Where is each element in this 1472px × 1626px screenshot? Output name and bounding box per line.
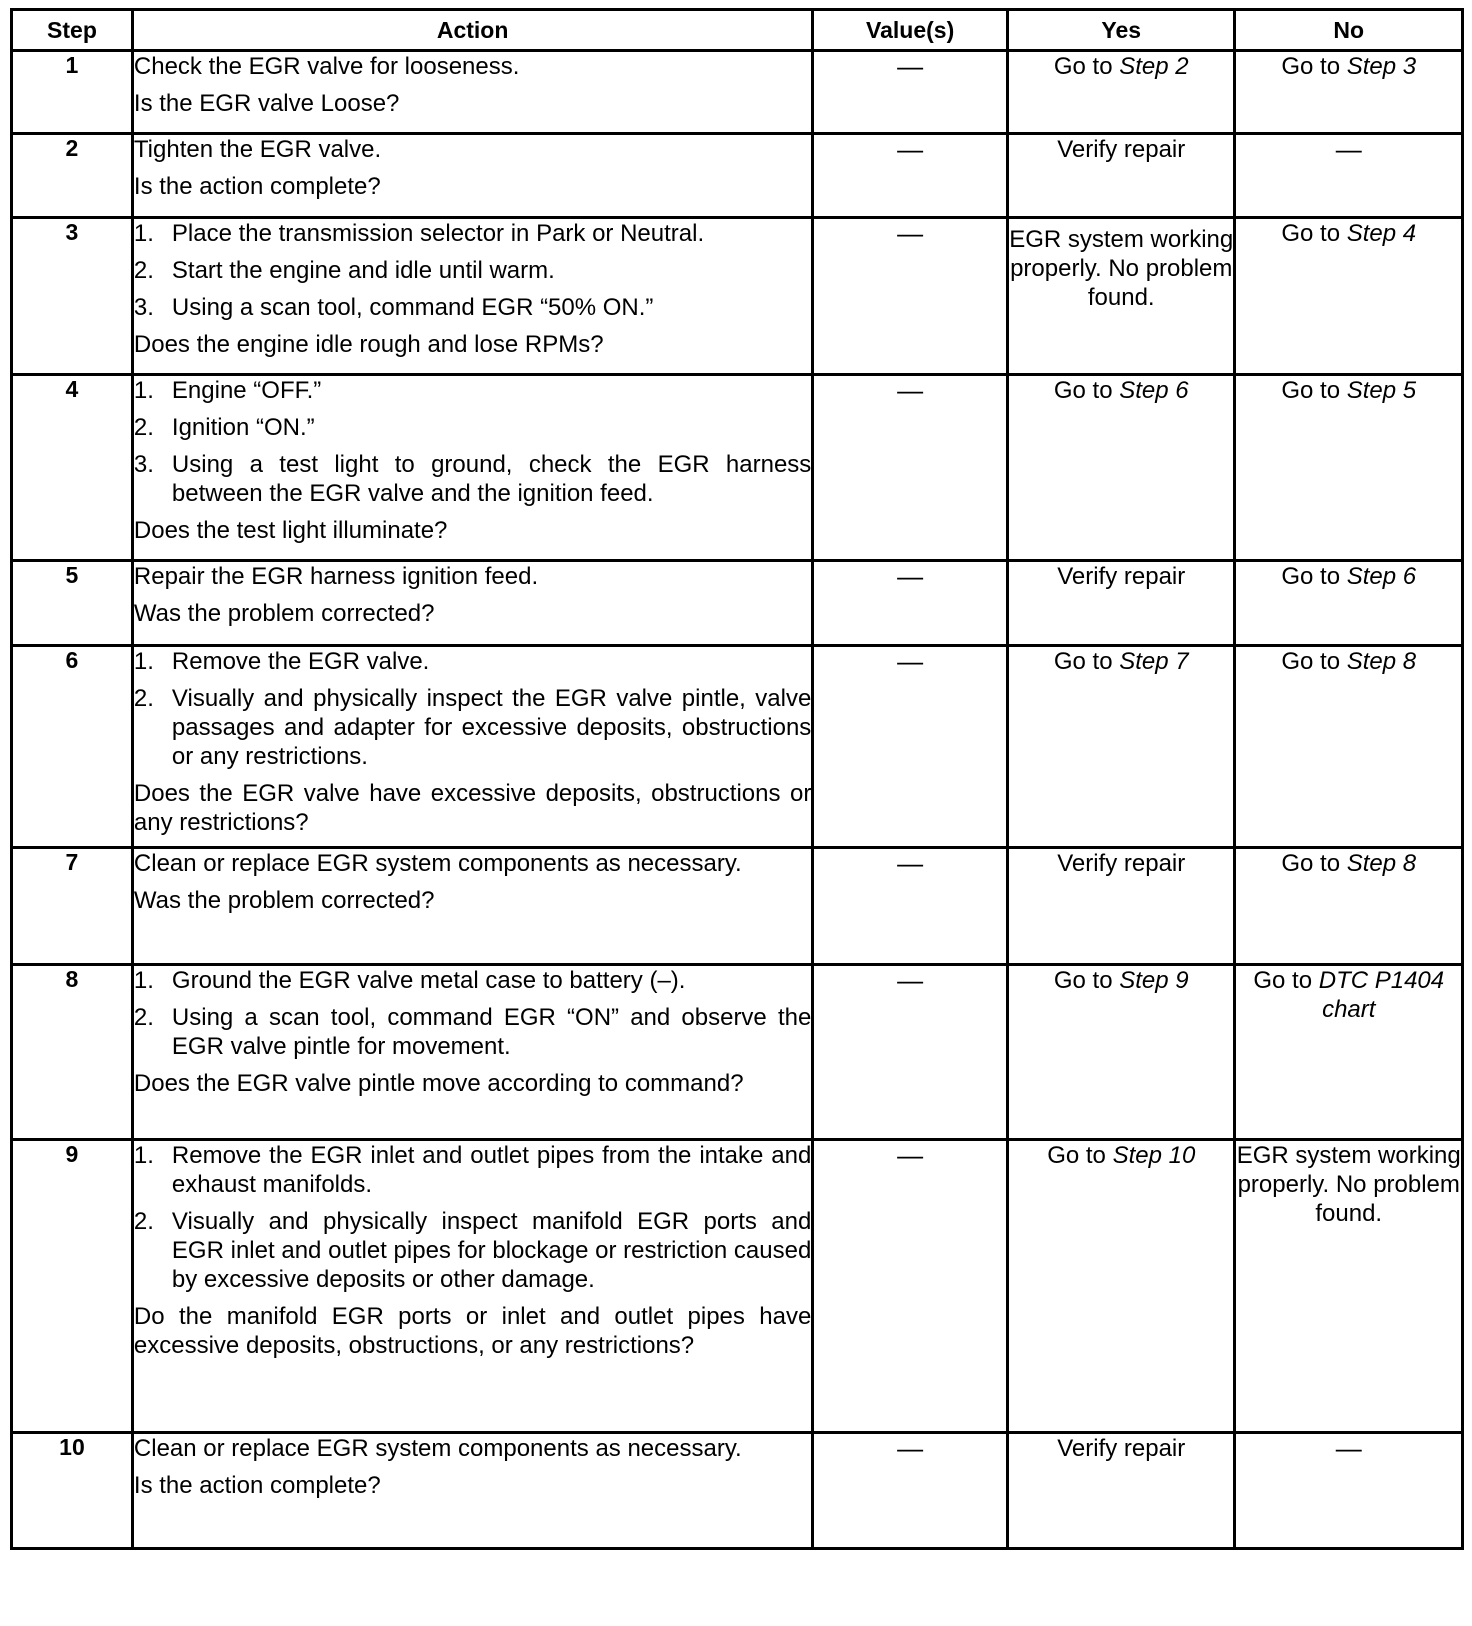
yes-cell <box>1008 1433 1235 1549</box>
step-number: 5 <box>12 561 133 646</box>
list-item-number: 1. <box>133 377 154 404</box>
action-text: Tighten the EGR valve. <box>133 136 382 163</box>
no-result-text: — <box>1335 134 1362 164</box>
action-list-item <box>134 1207 811 1294</box>
value-cell <box>813 646 1008 848</box>
no-step-reference: Step 3 <box>1346 53 1417 80</box>
value-cell <box>813 561 1008 646</box>
action-question: Is the action complete? <box>133 1472 381 1499</box>
value-text: — <box>897 1140 924 1170</box>
value-cell <box>813 848 1008 965</box>
header-action: Action <box>132 10 812 51</box>
yes-prefix: Go to <box>1047 1142 1113 1169</box>
action-question: Is the EGR valve Loose? <box>133 90 400 117</box>
no-prefix: Go to <box>1253 967 1319 994</box>
no-step-reference: Step 8 <box>1346 850 1417 877</box>
step-number: 8 <box>12 965 133 1140</box>
step-number: 3 <box>12 218 133 375</box>
action-list-item <box>134 293 811 322</box>
list-item-number: 1. <box>133 648 154 675</box>
list-item-number: 2. <box>133 257 154 284</box>
action-question: Does the EGR valve have excessive deposits, obstructions or any restrictions? <box>133 780 812 836</box>
no-step-reference: Step 4 <box>1346 220 1417 247</box>
header-row <box>12 10 1463 51</box>
table-row <box>12 1140 1463 1433</box>
action-list-item <box>134 450 811 508</box>
no-cell <box>1235 375 1463 561</box>
yes-cell <box>1008 134 1235 218</box>
value-text: — <box>897 1433 924 1463</box>
table-row <box>12 51 1463 134</box>
action-text: Check the EGR valve for looseness. <box>133 53 520 80</box>
yes-step-reference: Step 7 <box>1119 648 1189 675</box>
value-cell <box>813 1140 1008 1433</box>
list-item-text: Remove the EGR valve. <box>171 648 430 675</box>
table-row <box>12 646 1463 848</box>
table-row <box>12 375 1463 561</box>
no-cell <box>1235 848 1463 965</box>
step-number: 1 <box>12 51 133 134</box>
list-item-text: Ignition “ON.” <box>171 414 315 441</box>
action-cell <box>132 646 812 848</box>
diagnostic-table-page <box>10 8 1464 1618</box>
action-list-item <box>134 219 811 248</box>
action-list-item <box>134 1141 811 1199</box>
action-cell <box>132 375 812 561</box>
action-question: Was the problem corrected? <box>133 600 435 627</box>
no-step-reference: Step 8 <box>1346 648 1417 675</box>
value-cell <box>813 218 1008 375</box>
list-item-number: 2. <box>133 685 154 712</box>
diagnostic-table <box>10 8 1464 1550</box>
no-step-reference: Step 6 <box>1346 563 1417 590</box>
yes-cell <box>1008 965 1235 1140</box>
yes-result-text: Verify repair <box>1057 850 1186 877</box>
table-row <box>12 965 1463 1140</box>
step-number: 4 <box>12 375 133 561</box>
header-values: Value(s) <box>813 10 1008 51</box>
no-cell <box>1235 134 1463 218</box>
yes-prefix: Go to <box>1053 967 1120 994</box>
action-cell <box>132 218 812 375</box>
action-question: Does the test light illuminate? <box>133 517 448 544</box>
table-row <box>12 218 1463 375</box>
no-cell <box>1235 51 1463 134</box>
list-item-text: Remove the EGR inlet and outlet pipes from the intake and exhaust manifolds. <box>171 1142 812 1198</box>
no-prefix: Go to <box>1281 648 1347 675</box>
value-cell <box>813 134 1008 218</box>
value-text: — <box>897 51 924 81</box>
yes-cell <box>1008 375 1235 561</box>
value-cell <box>813 965 1008 1140</box>
action-question: Does the engine idle rough and lose RPMs? <box>133 331 604 358</box>
no-prefix: Go to <box>1281 220 1347 247</box>
value-text: — <box>897 965 924 995</box>
table-row <box>12 134 1463 218</box>
list-item-number: 2. <box>133 1004 154 1031</box>
list-item-number: 1. <box>133 220 154 247</box>
list-item-text: Start the engine and idle until warm. <box>171 257 555 284</box>
value-text: — <box>897 134 924 164</box>
action-cell <box>132 965 812 1140</box>
table-row <box>12 848 1463 965</box>
list-item-number: 2. <box>133 1208 154 1235</box>
action-text: Clean or replace EGR system components as necessary. <box>133 850 742 877</box>
list-item-number: 2. <box>133 414 154 441</box>
list-item-text: Engine “OFF.” <box>171 377 322 404</box>
no-cell <box>1235 965 1463 1140</box>
action-list-item <box>134 647 811 676</box>
list-item-number: 3. <box>133 451 154 478</box>
list-item-number: 3. <box>133 294 154 321</box>
header-yes: Yes <box>1008 10 1235 51</box>
list-item-text: Place the transmission selector in Park or Neutral. <box>171 220 705 247</box>
action-question: Do the manifold EGR ports or inlet and outlet pipes have excessive deposits, obstructions, or any restrictions? <box>133 1303 812 1359</box>
yes-cell <box>1008 848 1235 965</box>
yes-prefix: Go to <box>1053 377 1120 404</box>
table-body <box>12 51 1463 1549</box>
step-number: 7 <box>12 848 133 965</box>
value-text: — <box>897 375 924 405</box>
action-question: Does the EGR valve pintle move according to command? <box>133 1070 744 1097</box>
no-cell <box>1235 561 1463 646</box>
yes-cell <box>1008 218 1235 375</box>
action-cell <box>132 134 812 218</box>
no-prefix: Go to <box>1281 850 1347 877</box>
value-text: — <box>897 848 924 878</box>
yes-result-text: Verify repair <box>1057 563 1186 590</box>
yes-result-text: Verify repair <box>1057 1435 1186 1462</box>
value-text: — <box>897 218 924 248</box>
action-list-item <box>134 1003 811 1061</box>
yes-result-text: EGR system working properly. No problem found. <box>1009 226 1234 311</box>
no-step-reference: DTC P1404 chart <box>1318 967 1445 1023</box>
no-prefix: Go to <box>1281 377 1347 404</box>
step-number: 10 <box>12 1433 133 1549</box>
action-cell <box>132 561 812 646</box>
table-row <box>12 561 1463 646</box>
value-cell <box>813 375 1008 561</box>
action-text: Clean or replace EGR system components as necessary. <box>133 1435 742 1462</box>
no-result-text: EGR system working properly. No problem found. <box>1236 1142 1461 1227</box>
no-cell <box>1235 1433 1463 1549</box>
no-prefix: Go to <box>1281 563 1347 590</box>
action-list-item <box>134 256 811 285</box>
value-text: — <box>897 646 924 676</box>
no-prefix: Go to <box>1281 53 1347 80</box>
no-result-text: — <box>1335 1433 1362 1463</box>
yes-cell <box>1008 51 1235 134</box>
yes-cell <box>1008 1140 1235 1433</box>
header-no: No <box>1235 10 1463 51</box>
yes-prefix: Go to <box>1053 53 1120 80</box>
no-step-reference: Step 5 <box>1346 377 1417 404</box>
step-number: 6 <box>12 646 133 848</box>
list-item-text: Using a test light to ground, check the EGR harness between the EGR valve and the ignition feed. <box>171 451 812 507</box>
no-cell <box>1235 646 1463 848</box>
action-question: Is the action complete? <box>133 173 381 200</box>
value-cell <box>813 51 1008 134</box>
action-list-item <box>134 413 811 442</box>
yes-cell <box>1008 561 1235 646</box>
yes-step-reference: Step 10 <box>1112 1142 1196 1169</box>
yes-step-reference: Step 2 <box>1119 53 1189 80</box>
list-item-text: Ground the EGR valve metal case to battery (–). <box>171 967 686 994</box>
no-cell <box>1235 1140 1463 1433</box>
yes-step-reference: Step 9 <box>1119 967 1189 994</box>
yes-prefix: Go to <box>1053 648 1120 675</box>
list-item-text: Visually and physically inspect the EGR valve pintle, valve passages and adapter for excessive deposits, obstructions or any restrictions. <box>171 685 812 770</box>
action-cell <box>132 848 812 965</box>
list-item-number: 1. <box>133 1142 154 1169</box>
yes-result-text: Verify repair <box>1057 136 1186 163</box>
step-number: 9 <box>12 1140 133 1433</box>
action-list-item <box>134 684 811 771</box>
list-item-text: Using a scan tool, command EGR “50% ON.” <box>171 294 654 321</box>
step-number: 2 <box>12 134 133 218</box>
header-step: Step <box>12 10 133 51</box>
list-item-text: Visually and physically inspect manifold EGR ports and EGR inlet and outlet pipes for blockage or restriction caused by excessive deposits or other damage. <box>171 1208 812 1293</box>
yes-cell <box>1008 646 1235 848</box>
table-row <box>12 1433 1463 1549</box>
action-list-item <box>134 966 811 995</box>
action-cell <box>132 1140 812 1433</box>
action-cell <box>132 1433 812 1549</box>
yes-step-reference: Step 6 <box>1119 377 1189 404</box>
action-list-item <box>134 376 811 405</box>
value-cell <box>813 1433 1008 1549</box>
list-item-text: Using a scan tool, command EGR “ON” and observe the EGR valve pintle for movement. <box>171 1004 812 1060</box>
action-cell <box>132 51 812 134</box>
action-text: Repair the EGR harness ignition feed. <box>133 563 539 590</box>
list-item-number: 1. <box>133 967 154 994</box>
value-text: — <box>897 561 924 591</box>
no-cell <box>1235 218 1463 375</box>
action-question: Was the problem corrected? <box>133 887 435 914</box>
